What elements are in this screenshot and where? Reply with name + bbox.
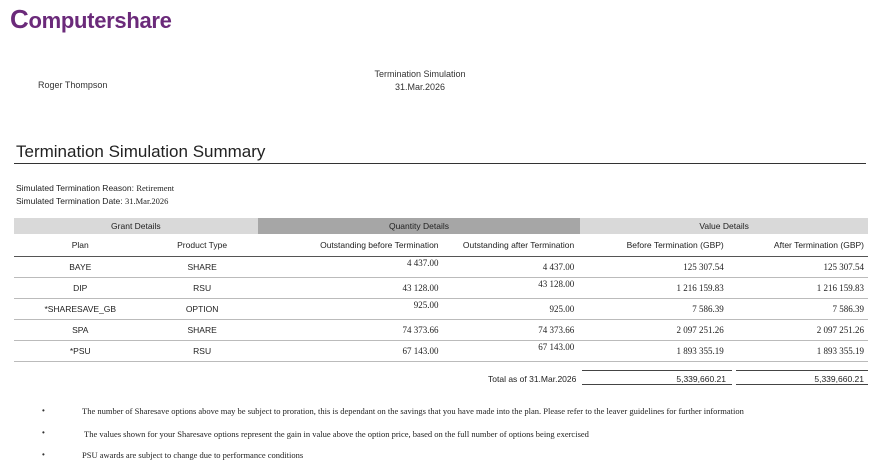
- total-label: Total as of 31.Mar.2026: [488, 374, 577, 384]
- total-underline-after: [736, 384, 868, 385]
- termination-date: Simulated Termination Date: 31.Mar.2026: [16, 196, 169, 206]
- total-underline-before: [582, 384, 732, 385]
- total-after-value: 5,339,660.21: [814, 374, 864, 384]
- note-psu-performance: PSU awards are subject to change due to performance conditions: [82, 450, 304, 460]
- simulation-table: [14, 218, 868, 362]
- col-before-gbp: Before Termination (GBP): [580, 234, 730, 257]
- note-sharesave-proration: The number of Sharesave options above may be subject to proration, this is dependant on the savings that you have made into the plan. Please refer to the leaver guidelines for further information: [82, 406, 744, 416]
- note-bullet: •: [42, 406, 45, 415]
- table-row: SPA SHARE 74 373.66 74 373.66 2 097 251.26 2 097 251.26: [14, 320, 868, 341]
- total-rule-after: [736, 370, 868, 371]
- document-title: Termination Simulation: [374, 69, 466, 79]
- computershare-logo: Computershare: [10, 4, 172, 34]
- note-bullet: •: [42, 450, 45, 459]
- table-row: BAYE SHARE 4 437.00 4 437.00 125 307.54 125 307.54: [14, 257, 868, 278]
- termination-info: [16, 182, 174, 208]
- table-row: *PSU RSU 67 143.00 67 143.00 1 893 355.19 1 893 355.19: [14, 341, 868, 362]
- col-product-type: Product Type: [147, 234, 258, 257]
- col-outstanding-after: Outstanding after Termination: [445, 234, 581, 257]
- group-quantity-details: Quantity Details: [258, 218, 581, 234]
- total-before-value: 5,339,660.21: [676, 374, 726, 384]
- col-after-gbp: After Termination (GBP): [730, 234, 868, 257]
- group-grant-details: Grant Details: [14, 218, 258, 234]
- total-rule-before: [582, 370, 732, 371]
- col-outstanding-before: Outstanding before Termination: [258, 234, 445, 257]
- note-bullet: •: [42, 428, 45, 437]
- termination-reason: Simulated Termination Reason: Retirement: [16, 183, 175, 193]
- document-date: 31.Mar.2026: [394, 82, 446, 92]
- title-divider: [14, 163, 866, 164]
- page-title: Termination Simulation Summary: [16, 142, 266, 161]
- col-plan: Plan: [14, 234, 147, 257]
- group-value-details: Value Details: [580, 218, 868, 234]
- table-row: *SHARESAVE_GB OPTION 925.00 925.00 7 586.39 7 586.39: [14, 299, 868, 320]
- note-sharesave-values: The values shown for your Sharesave options represent the gain in value above the option price, based on the full number of options being exercised: [84, 429, 589, 439]
- table-row: DIP RSU 43 128.00 43 128.00 1 216 159.83 1 216 159.83: [14, 278, 868, 299]
- participant-name: Roger Thompson: [38, 80, 108, 90]
- document-header: [340, 68, 500, 94]
